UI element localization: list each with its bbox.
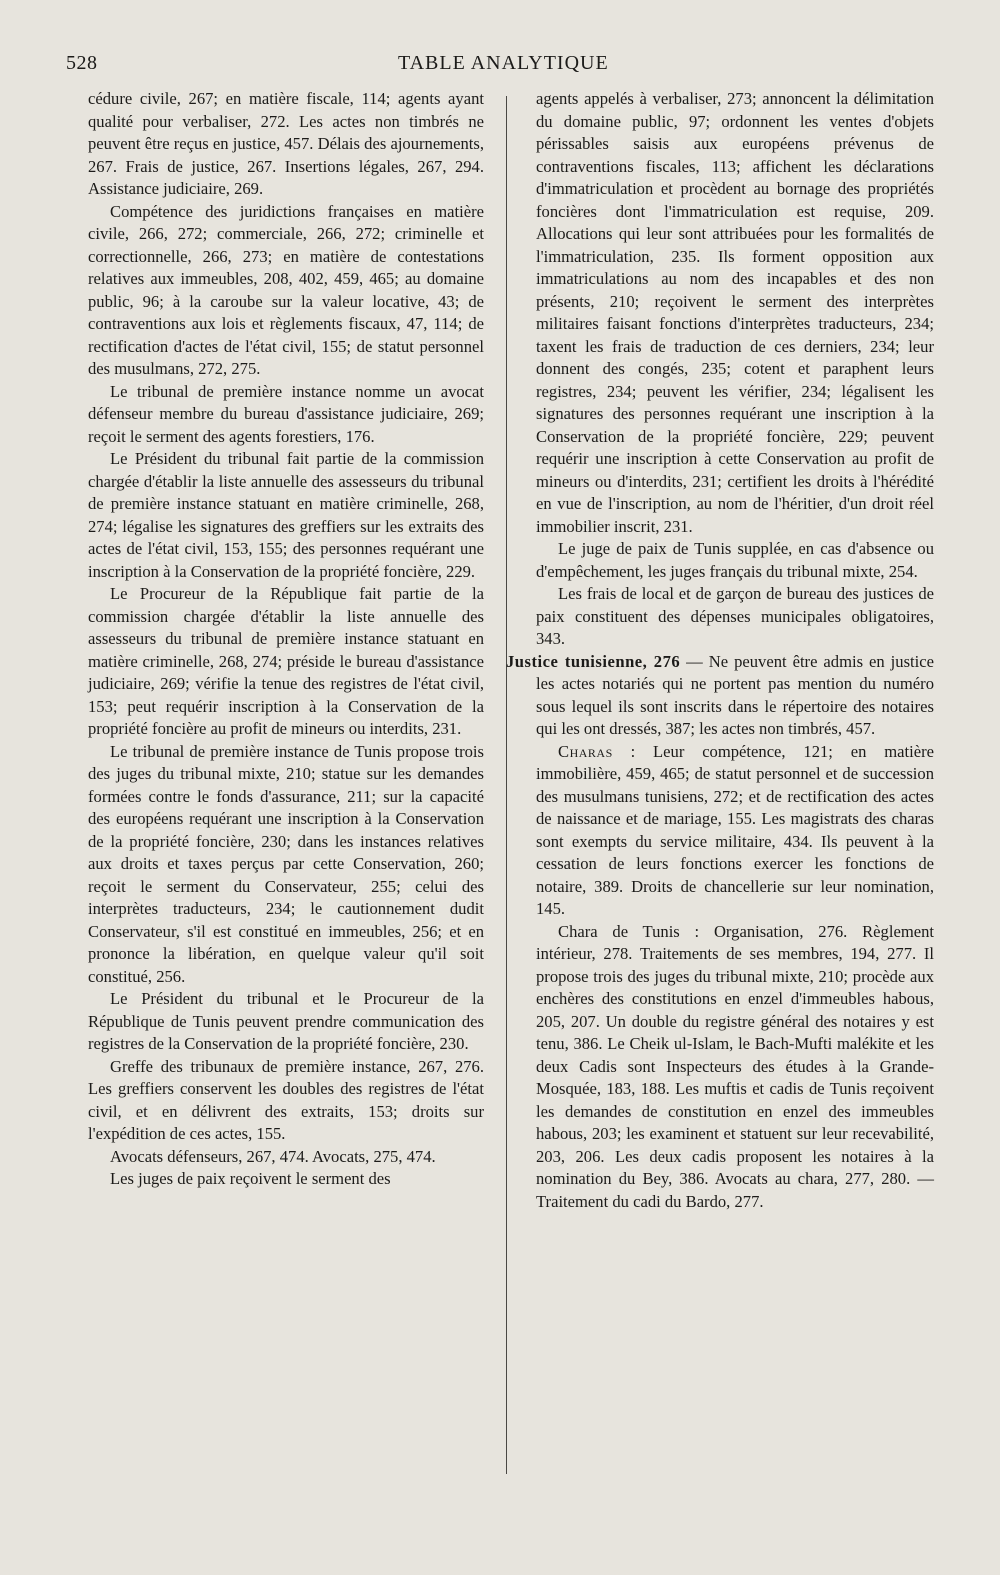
left-paragraph-7: Le Président du tribunal et le Procureur de la République de Tunis peuvent prendre communication des registres de la Conservation de la propriété foncière, 230. <box>88 989 484 1053</box>
left-paragraph-8: Greffe des tribunaux de première instance, 267, 276. Les greffiers conservent les doubles des registres de l'état civil, et en délivrent des extraits, 153; droits sur l'expédition de ces actes, 155. <box>88 1056 484 1143</box>
page-number: 528 <box>66 52 98 74</box>
left-paragraph-6: Le tribunal de première instance de Tunis propose trois des juges du tribunal mixte, 210; statue sur les demandes formées contre le fonds d'assurance, 211; sur la capacité des européens requérant une inscription à la Conservation de la propriété foncière, 230; dans les instances relatives aux droits et taxes perçus par cette Conservation, 260; reçoit le serment du Conservateur, 255; celui des interprètes traducteurs, 234; le cautionnement dudit Conservateur, s'il est constitué en immeubles, 256; et en prononce la libération, en quelque valeur qu'il soit constitué, 256. <box>88 741 484 986</box>
left-paragraph-3: Le tribunal de première instance nomme un avocat défenseur membre du bureau d'assistance judiciaire, 269; reçoit le serment des agents forestiers, 176. <box>88 381 484 446</box>
charas-text: : Leur compétence, 121; en matière immobilière, 459, 465; de statut personnel et de succession des musulmans tunisiens, 272; et de rectification des actes de naissance et de mariage, 155. Les magistrats des charas sont exempts du service militaire, 434. Ils peuvent à la cessation de leurs fonctions exercer les fonctions de notaire, 389. Droits de chancellerie sur leur nomination, 145. <box>536 741 934 918</box>
right-paragraph-1: agents appelés à verbaliser, 273; annoncent la délimitation du domaine public, 97; ordonnent les ventes d'objets périssables saisis aux européens prévenus de contraventions fiscales, 113; affichent les déclarations d'immatriculation et procèdent au bornage des propriétés foncières dont l'immatriculation est requise, 209. Allocations qui leur sont attribuées pour les formalités de l'immatriculation, 235. Ils forment opposition aux immatriculations au nom des incapables et des non présents, 210; reçoivent le serment des interprètes militaires faisant fonctions d'interprètes traducteurs, 234; taxent les frais de traduction de ces derniers, 234; leur donnent des congés, 235; cotent et paraphent leurs registres, 234; peuvent les vérifier, 234; légalisent les signatures des personnes requérant une inscription à la Conservation de la propriété foncière, 229; peuvent requérir une inscription à cette Conservation au profit de mineurs ou d'interdits, 231; certifient les droits à l'hérédité en vue de l'inscription, au nom de l'héritier, d'un droit réel immobilier inscrit, 231. <box>536 89 934 536</box>
right-paragraph-4 <box>506 651 934 741</box>
right-column <box>506 88 934 1213</box>
running-title: TABLE ANALYTIQUE <box>398 52 609 74</box>
right-paragraph-5 <box>536 741 934 921</box>
right-paragraph-6: Chara de Tunis : Organisation, 276. Règlement intérieur, 278. Traitements de ses membres, 194, 277. Il propose trois des juges du tribunal mixte, 210; procède aux enchères des constitutions en enzel d'immeubles habous, 205, 207. Un double du registre général des notaires y est tenu, 386. Le Cheik ul-Islam, le Bach-Mufti malékite et les deux Cadis sont Inspecteurs des études à la Grande-Mosquée, 183, 188. Les muftis et cadis de Tunis reçoivent les demandes de constitution en enzel des immeubles habous, 203; les examinent et statuent sur leur recevabilité, 203, 206. Les deux cadis proposent les notaires à la nomination du Bey, 386. Avocats au chara, 277, 280. — Traitement du cadi du Bardo, 277. <box>536 921 934 1211</box>
left-paragraph-2: Compétence des juridictions françaises en matière civile, 266, 272; commerciale, 266, 272; criminelle et correctionnelle, 266, 273; en matière de contestations relatives aux immeubles, 208, 402, 459, 465; au domaine public, 96; à la caroube sur la valeur locative, 43; de contraventions aux lois et règlements fiscaux, 47, 114; de rectification d'actes de l'état civil, 155; de statut personnel des musulmans, 272, 275. <box>88 201 484 378</box>
right-paragraph-3: Les frais de local et de garçon de bureau des justices de paix constituent des dépenses municipales obligatoires, 343. <box>536 584 934 648</box>
column-divider <box>506 96 507 1474</box>
left-paragraph-9: Avocats défenseurs, 267, 474. Avocats, 275, 474. <box>110 1146 436 1166</box>
section-heading-justice-tunisienne: Justice tunisienne, 276 <box>506 651 681 671</box>
left-paragraph-4: Le Président du tribunal fait partie de la commission chargée d'établir la liste annuelle des assesseurs du tribunal de première instance statuant en matière criminelle, 268, 274; légalise les signatures des greffiers sur les extraits des actes de l'état civil, 153, 155; des personnes requérant une inscription à la Conservation de la propriété foncière, 229. <box>88 449 484 581</box>
left-paragraph-1: cédure civile, 267; en matière fiscale, 114; agents ayant qualité pour verbaliser, 272. Les actes non timbrés ne peuvent être reçus en justice, 457. Délais des ajournements, 267. Frais de justice, 267. Insertions légales, 267, 294. Assistance judiciaire, 269. <box>88 89 484 198</box>
left-paragraph-5: Le Procureur de la République fait partie de la commission chargée d'établir la liste annuelle des assesseurs du tribunal de première instance statuant en matière criminelle, 268, 274; préside le bureau d'assistance judiciaire, 269; vérifie la tenue des registres de l'état civil, 153; peut requérir inscription à la Conservation de la propriété foncière au profit de mineurs ou interdits, 231. <box>88 584 484 738</box>
section-heading-text: — Ne peuvent être admis en justice les actes notariés qui ne portent pas mention du numéro sous lequel ils sont inscrits dans le répertoire des notaires qui les ont dressés, 387; les actes non timbrés, 457. <box>536 651 934 738</box>
left-column <box>88 88 484 1191</box>
left-paragraph-10: Les juges de paix reçoivent le serment des <box>110 1169 391 1188</box>
charas-label: Charas <box>558 741 613 761</box>
right-paragraph-2: Le juge de paix de Tunis supplée, en cas d'absence ou d'empêchement, les juges français du tribunal mixte, 254. <box>536 539 934 581</box>
